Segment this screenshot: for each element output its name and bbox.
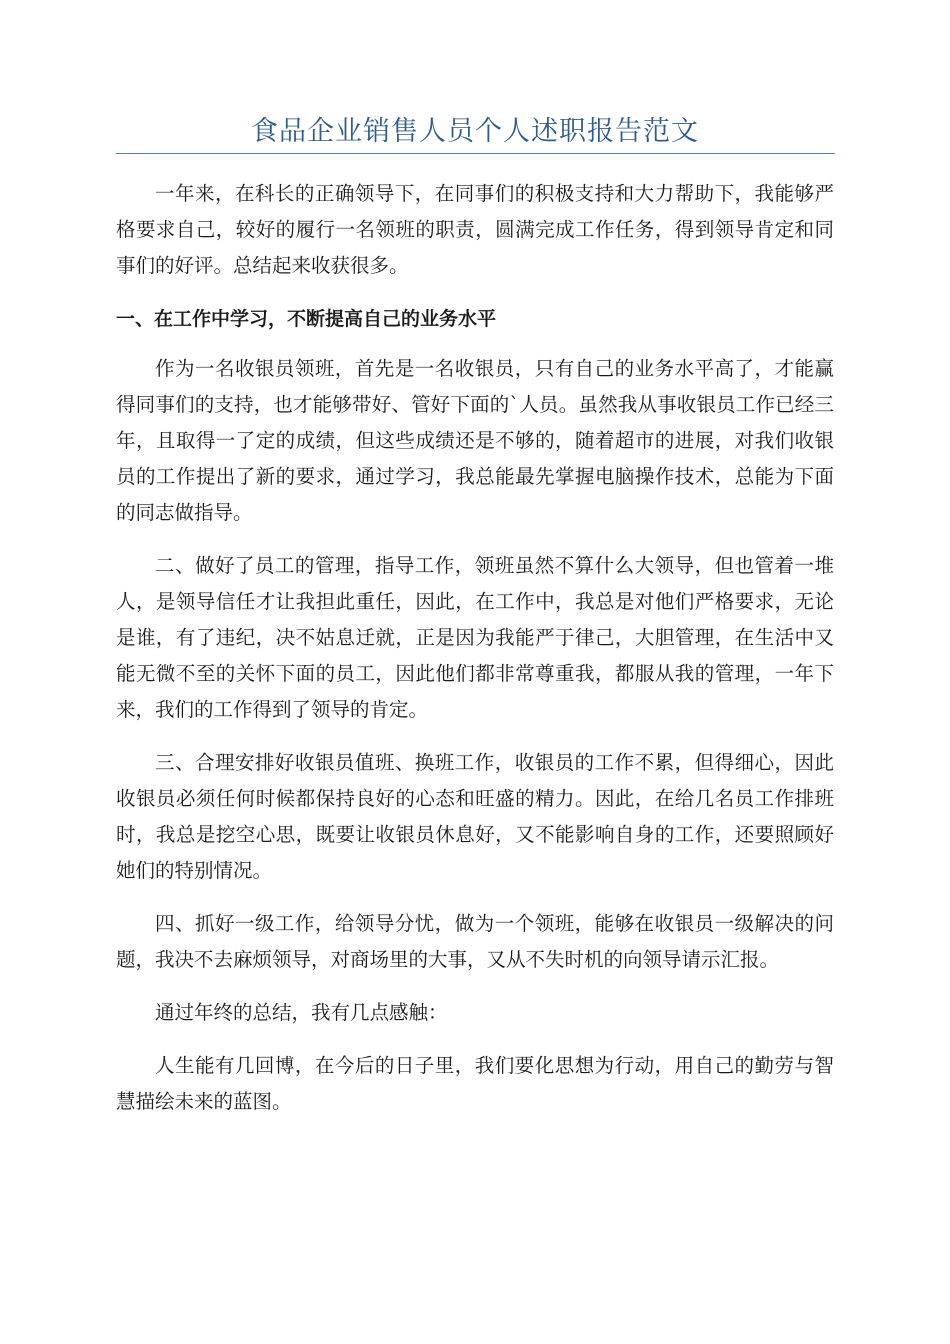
intro-paragraph: 一年来，在科长的正确领导下，在同事们的积极支持和大力帮助下，我能够严格要求自己，较好的履行一名领班的职责，圆满完成工作任务，得到领导肯定和同事们的好评。总结起来收获很多。: [116, 182, 834, 277]
title-underline: [116, 153, 835, 154]
section-heading-1: 一、在工作中学习，不断提高自己的业务水平: [116, 308, 497, 330]
section-3-paragraph: 三、合理安排好收银员值班、换班工作，收银员的工作不累，但得细心，因此收银员必须任何时候都保持良好的心态和旺盛的精力。因此，在给几名员工作排班时，我总是挖空心思，既要让收银员休息好，又不能影响自身的工作，还要照顾好她们的特别情况。: [116, 751, 834, 882]
section-2-paragraph: 二、做好了员工的管理，指导工作，领班虽然不算什么大领导，但也管着一堆人，是领导信任才让我担此重任，因此，在工作中，我总是对他们严格要求，无论是谁，有了违纪，决不姑息迁就，正是因为我能严于律己，大胆管理，在生活中又能无微不至的关怀下面的员工，因此他们都非常尊重我，都服从我的管理，一年下来，我们的工作得到了领导的肯定。: [116, 554, 834, 721]
closing-paragraph: 人生能有几回博，在今后的日子里，我们要化思想为行动，用自己的勤劳与智慧描绘未来的蓝图。: [116, 1054, 834, 1113]
section-4-paragraph: 四、抓好一级工作，给领导分忧，做为一个领班，能够在收银员一级解决的问题，我决不去麻烦领导，对商场里的大事，又从不失时机的向领导请示汇报。: [116, 912, 834, 971]
document-body: [116, 176, 834, 1137]
summary-intro-paragraph: 通过年终的总结，我有几点感触：: [155, 1001, 448, 1024]
section-1-paragraph: 作为一名收银员领班，首先是一名收银员，只有自己的业务水平高了，才能赢得同事们的支持，也才能够带好、管好下面的`人员。虽然我从事收银员工作已经三年，且取得一了定的成绩，但这些成绩还是不够的，随着超市的进展，对我们收银员的工作提出了新的要求，通过学习，我总能最先掌握电脑操作技术，总能为下面的同志做指导。: [116, 357, 834, 524]
document-title: 食品企业销售人员个人述职报告范文: [251, 116, 699, 147]
